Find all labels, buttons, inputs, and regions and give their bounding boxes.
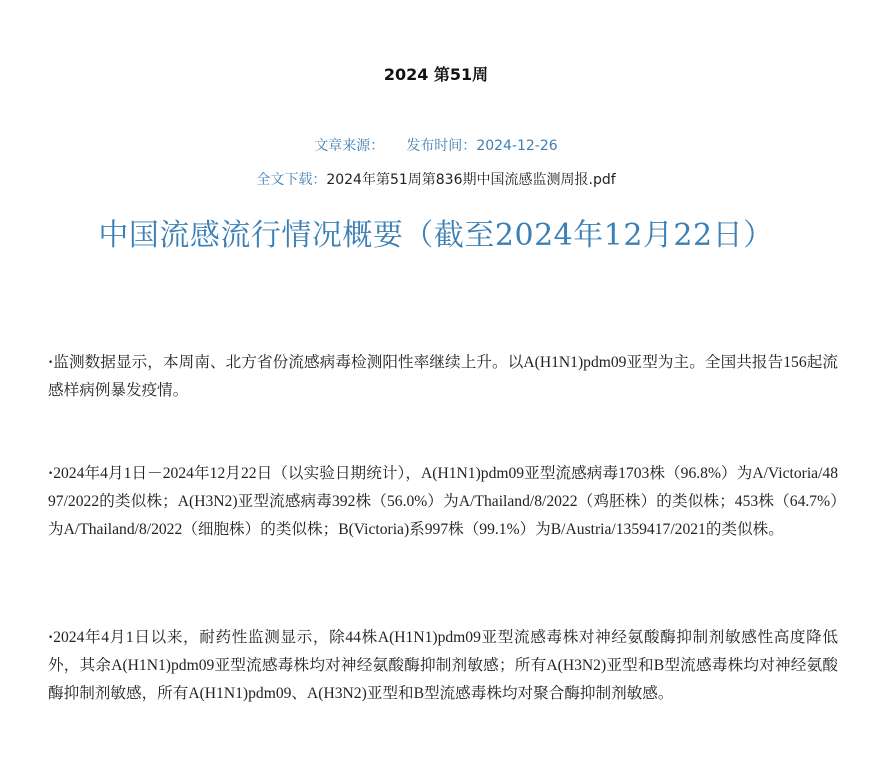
download-row bbox=[0, 169, 872, 189]
source-label: 文章来源： bbox=[314, 138, 385, 154]
download-pdf-link[interactable]: 2024年第51周第836期中国流感监测周报.pdf bbox=[326, 172, 616, 188]
bullet-dot: · bbox=[48, 354, 54, 371]
bullet-dot: · bbox=[48, 629, 54, 646]
publish-date: 2024-12-26 bbox=[476, 138, 558, 154]
paragraph-text: 监测数据显示，本周南、北方省份流感病毒检测阳性率继续上升。以A(H1N1)pdm09亚型为主。全国共报告156起流感样病例暴发疫情。 bbox=[48, 354, 838, 399]
publish-label: 发布时间： bbox=[406, 138, 477, 154]
resistance-paragraph bbox=[48, 624, 838, 708]
strain-paragraph bbox=[48, 460, 838, 544]
paragraph-text: 2024年4月1日－2024年12月22日（以实验日期统计），A(H1N1)pdm09亚型流感病毒1703株（96.8%）为A/Victoria/4897/2022的类似株；A(H3N2)亚型流感病毒392株（56.0%）为A/Thailand/8/2022（鸡胚株）的类似株；453株（64.7%）为A/Thailand/8/2022（细胞株）的类似株；B(Victoria)系997株（99.1%）为B/Austria/1359417/2021的类似株。 bbox=[48, 465, 838, 538]
article-headline: 中国流感流行情况概要（截至2024年12月22日） bbox=[98, 218, 774, 253]
bullet-dot: · bbox=[48, 465, 54, 482]
summary-paragraph bbox=[48, 349, 838, 405]
week-title: 2024 第51周 bbox=[383, 65, 489, 84]
paragraph-text: 2024年4月1日以来，耐药性监测显示，除44株A(H1N1)pdm09亚型流感毒株对神经氨酸酶抑制剂敏感性高度降低外，其余A(H1N1)pdm09亚型流感毒株均对神经氨酸酶抑制剂敏感；所有A(H3N2)亚型和B型流感毒株均对神经氨酸酶抑制剂敏感，所有A(H1N1)pdm09、A(H3N2)亚型和B型流感毒株均对聚合酶抑制剂敏感。 bbox=[48, 629, 838, 702]
download-label: 全文下载： bbox=[256, 172, 327, 188]
article-meta bbox=[0, 135, 872, 155]
